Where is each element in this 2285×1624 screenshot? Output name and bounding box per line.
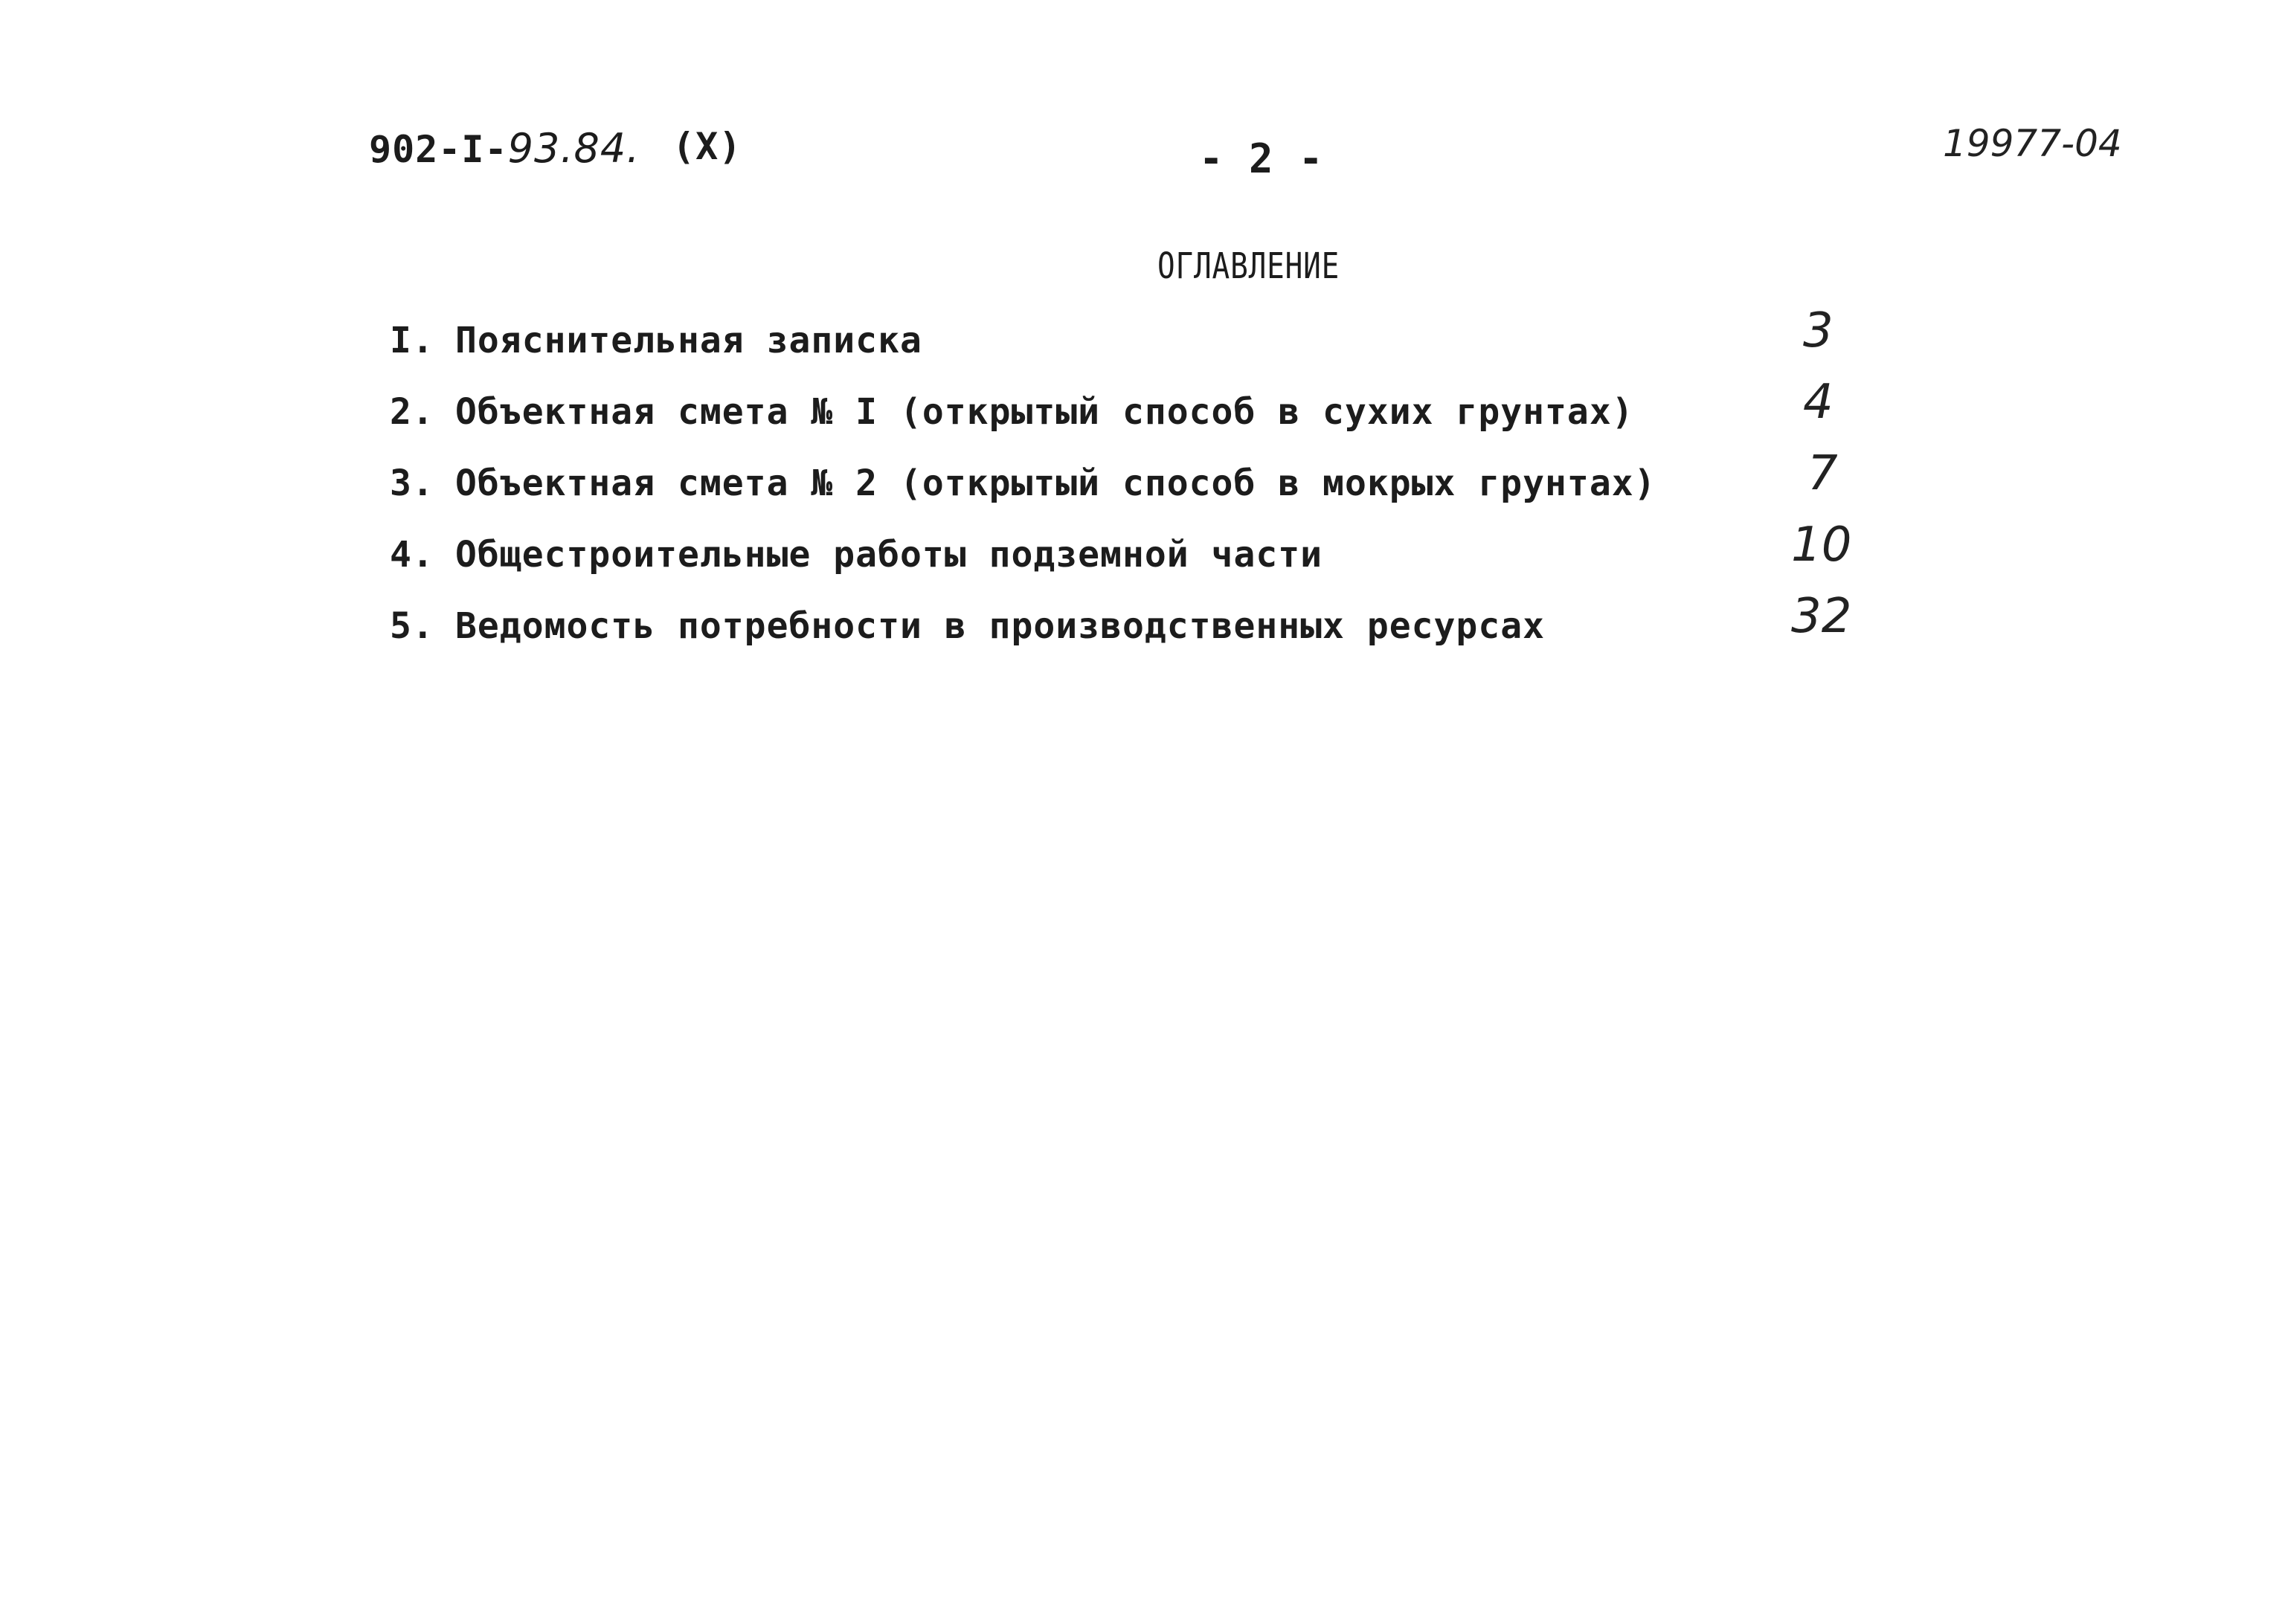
toc-item-page: 4 (1803, 375, 1834, 430)
toc-item-label: Ведомость потребности в производственных ресурсах (455, 605, 1546, 647)
toc-item-page: 3 (1803, 303, 1834, 358)
toc-item-page: 32 (1791, 589, 1852, 644)
toc-item-number: I. (390, 320, 434, 361)
archive-number: 19977-04 (1943, 122, 2122, 165)
toc-item (390, 375, 1877, 457)
toc-title: ОГЛАВЛЕНИЕ (1157, 245, 1340, 287)
toc-item-number: 3. (390, 463, 434, 504)
toc-item-page: 7 (1807, 446, 1838, 501)
page-number: - 2 - (1199, 135, 1324, 182)
toc-item-page: 10 (1791, 518, 1852, 573)
toc-item-number: 2. (390, 391, 434, 433)
toc-list (390, 303, 1877, 671)
toc-item-label: Пояснительная записка (455, 320, 922, 361)
toc-item (390, 589, 1877, 671)
document-code-suffix: (X) (672, 125, 742, 168)
toc-item-number: 4. (390, 534, 434, 576)
document-code-prefix: 902-I- (369, 128, 508, 171)
toc-item (390, 518, 1877, 599)
toc-item (390, 303, 1877, 385)
toc-item-label: Общестроительные работы подземной части (455, 534, 1323, 576)
toc-item-number: 5. (390, 605, 434, 647)
toc-item (390, 446, 1877, 528)
document-code-number: 93.84. (507, 125, 640, 172)
toc-item-label: Объектная смета № I (открытый способ в сухих грунтах) (455, 391, 1634, 433)
toc-item-label: Объектная смета № 2 (открытый способ в мокрых грунтах) (455, 463, 1656, 504)
document-code (369, 125, 640, 172)
